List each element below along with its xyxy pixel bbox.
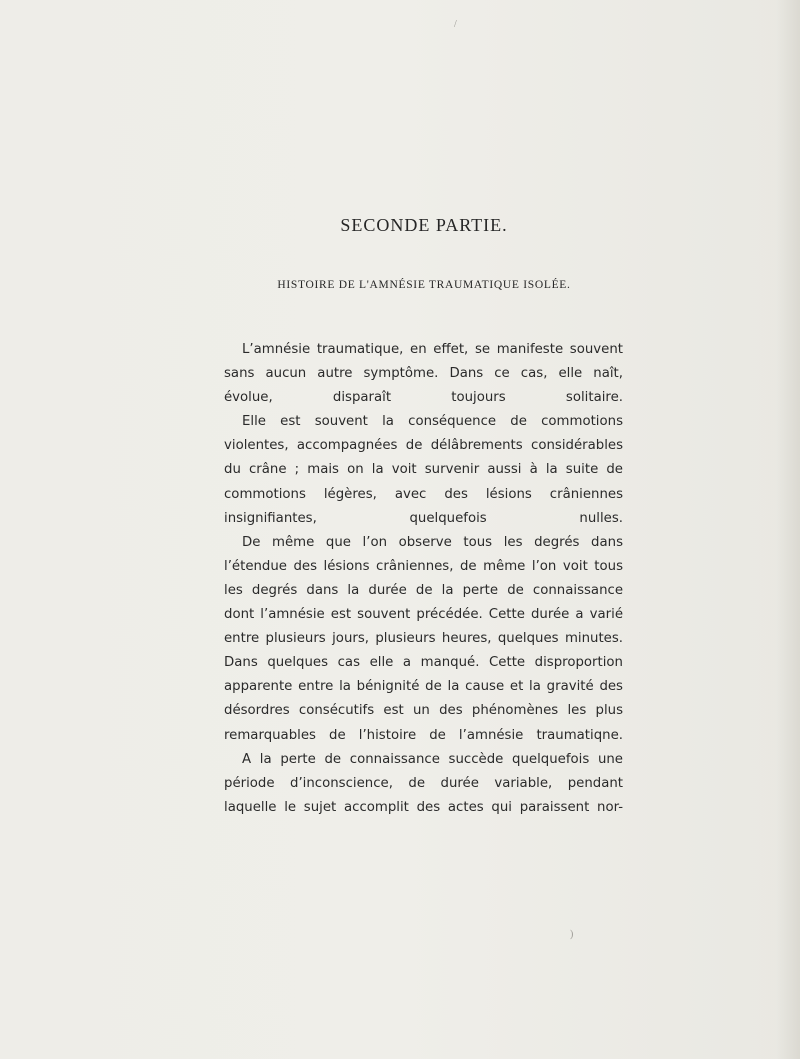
chapter-subheading: HISTOIRE DE L'AMNÉSIE TRAUMATIQUE ISOLÉE. — [277, 279, 571, 291]
section-title: SECONDE PARTIE. — [340, 215, 508, 235]
paragraph: A la perte de connaissance succède quelquefois une période d’inconscience, de durée variable, pendant laquelle le sujet accomplit des actes qui paraissent nor- — [224, 751, 623, 815]
paragraph: Elle est souvent la conséquence de commotions violentes, accompagnées de délâbrements considérables du crâne ; mais on la voit survenir aussi à la suite de commotions légères, avec des lésions crâniennes insignifiantes, quelquefois nulles. — [224, 414, 623, 526]
page-edge-shadow — [776, 0, 800, 1059]
paragraph: De même que l’on observe tous les degrés dans l’étendue des lésions crâniennes, de même l’on voit tous les degrés dans la durée de la perte de connaissance dont l’amnésie est souvent précédée. Cette durée a varié entre plusieurs jours, plusieurs heures, quelques minutes. Dans quelques cas elle a manqué. Cette disproportion apparente entre la bénignité de la cause et la gravité des désordres consécutifs est un des phénomènes les plus remarquables de l’histoire de l’amnésie traumatiqne. — [224, 534, 623, 743]
paper-speck: / — [454, 19, 457, 30]
body-text — [224, 338, 623, 820]
paragraph: L’amnésie traumatique, en effet, se manifeste souvent sans aucun autre symptôme. Dans ce cas, elle naît, évolue, disparaît toujours solitaire. — [224, 342, 623, 406]
paper-speck: ) — [570, 929, 574, 940]
